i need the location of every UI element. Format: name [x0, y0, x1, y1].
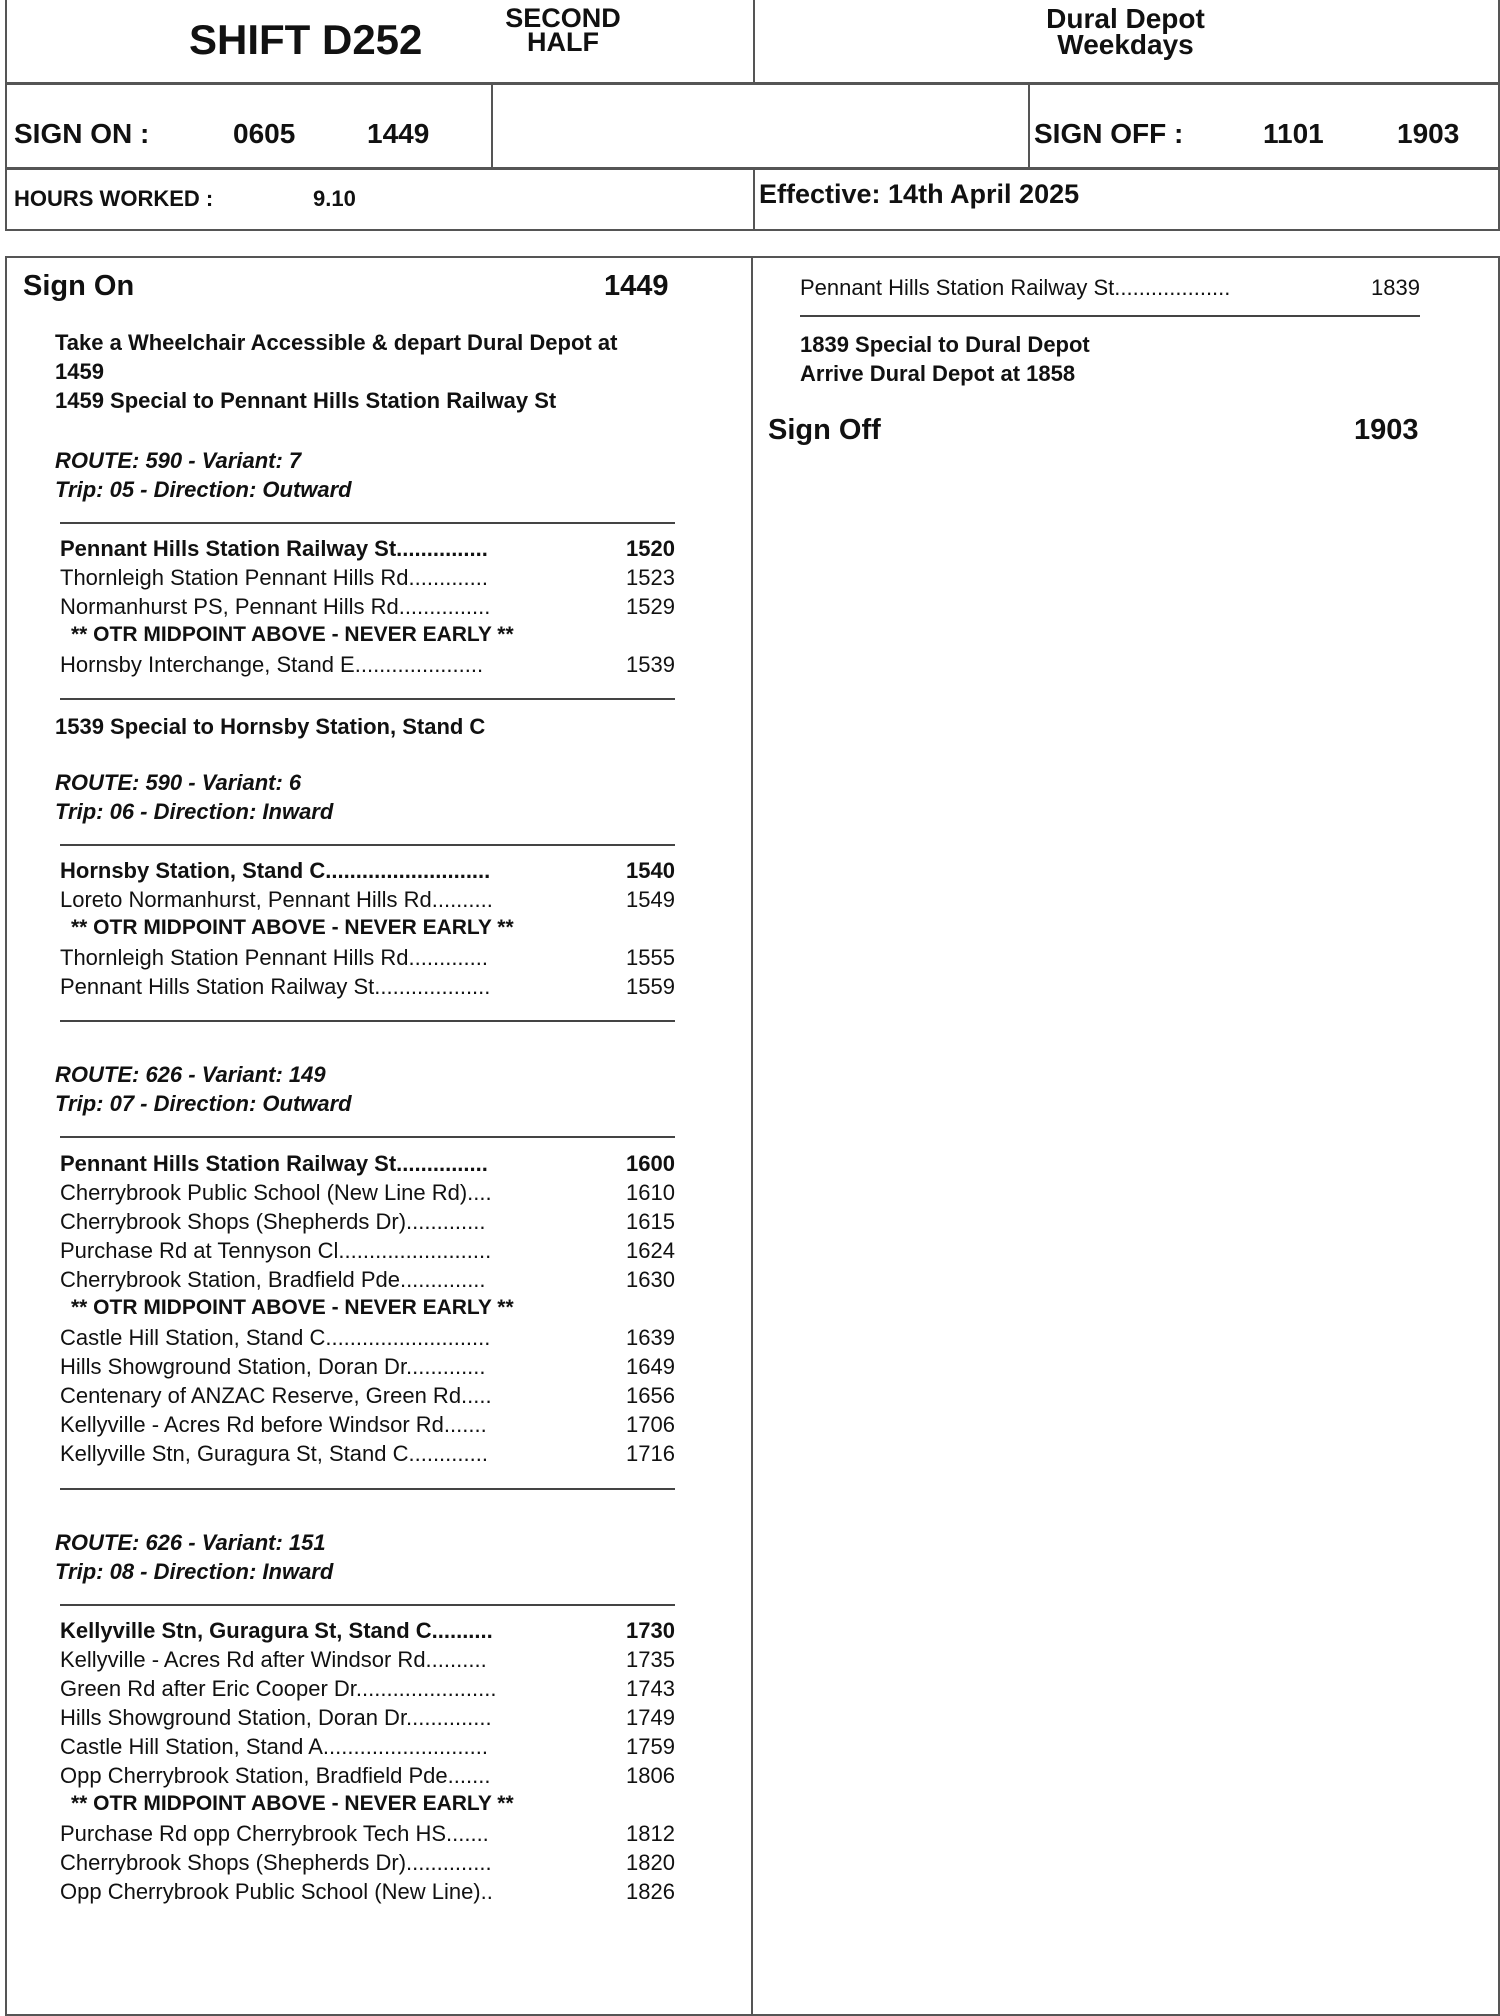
- hours-label: HOURS WORKED :: [14, 186, 214, 211]
- list-item: [60, 1705, 675, 1733]
- list-item: [60, 1763, 675, 1791]
- list-item: [60, 1151, 675, 1179]
- trip-label: Trip: 08 - Direction: Inward: [55, 1559, 334, 1584]
- stop-name: Pennant Hills Station Railway St...................: [800, 275, 1231, 300]
- half-line-1: SECOND: [505, 3, 621, 33]
- stop-time: 1559: [626, 974, 675, 999]
- list-item: [60, 594, 675, 622]
- list-item: [60, 1209, 675, 1237]
- half-line-2: HALF: [527, 27, 599, 57]
- stop-name: Cherrybrook Shops (Shepherds Dr).............: [60, 1209, 486, 1234]
- list-item: [60, 1267, 675, 1295]
- section-rule: [60, 1488, 675, 1490]
- stop-name: Hornsby Interchange, Stand E.....................: [60, 652, 484, 677]
- stop-time: 1743: [626, 1676, 675, 1701]
- sign-off-first: 1101: [1263, 118, 1324, 149]
- shift-title: SHIFT D252: [189, 16, 423, 63]
- section-rule: [800, 315, 1420, 317]
- stop-name: Kellyville - Acres Rd before Windsor Rd.......: [60, 1412, 487, 1437]
- route-label: ROUTE: 626 - Variant: 151: [55, 1530, 326, 1555]
- stop-name: Normanhurst PS, Pennant Hills Rd...............: [60, 594, 491, 619]
- header-title-row: [5, 0, 1500, 84]
- instruction-depart: Take a Wheelchair Accessible & depart Dural Depot at: [55, 330, 618, 355]
- left-panel: [5, 256, 753, 2016]
- section-rule: [60, 698, 675, 700]
- stop-name: Centenary of ANZAC Reserve, Green Rd.....: [60, 1383, 492, 1408]
- hours-value: 9.10: [313, 186, 356, 211]
- trip-label: Trip: 05 - Direction: Outward: [55, 477, 352, 502]
- route-label: ROUTE: 626 - Variant: 149: [55, 1062, 326, 1087]
- stop-name: Pennant Hills Station Railway St...............: [60, 536, 488, 561]
- stop-name: Castle Hill Station, Stand A...........................: [60, 1734, 488, 1759]
- stop-time: 1523: [626, 565, 675, 590]
- list-item: [60, 1238, 675, 1266]
- list-item: [60, 1441, 675, 1469]
- route-label: ROUTE: 590 - Variant: 7: [55, 448, 302, 473]
- stop-name: Opp Cherrybrook Public School (New Line)..: [60, 1879, 493, 1904]
- section-rule: [60, 1604, 675, 1606]
- depot-name: Dural Depot: [1046, 3, 1205, 34]
- list-item: [60, 1821, 675, 1849]
- stop-name: Cherrybrook Shops (Shepherds Dr)..............: [60, 1850, 492, 1875]
- stop-time: 1529: [626, 594, 675, 619]
- otr-midpoint-note: ** OTR MIDPOINT ABOVE - NEVER EARLY **: [71, 623, 514, 646]
- sign-off-label: SIGN OFF :: [1034, 118, 1184, 149]
- stop-time: 1520: [626, 536, 675, 561]
- list-item: [60, 1354, 675, 1382]
- trip-label: Trip: 07 - Direction: Outward: [55, 1091, 352, 1116]
- arrive-depot: Arrive Dural Depot at 1858: [800, 361, 1076, 386]
- half-label: [492, 3, 634, 57]
- stop-time: 1820: [626, 1850, 675, 1875]
- list-item: [60, 1412, 675, 1440]
- list-item: [60, 887, 675, 915]
- stop-time: 1839: [1371, 275, 1420, 300]
- stop-name: Kellyville Stn, Guragura St, Stand C..........: [60, 1618, 493, 1643]
- stop-time: 1826: [626, 1879, 675, 1904]
- list-item: [60, 1383, 675, 1411]
- stop-name: Kellyville Stn, Guragura St, Stand C.............: [60, 1441, 488, 1466]
- otr-midpoint-note: ** OTR MIDPOINT ABOVE - NEVER EARLY **: [71, 916, 514, 939]
- stop-time: 1615: [626, 1209, 675, 1234]
- stop-name: Purchase Rd at Tennyson Cl.........................: [60, 1238, 492, 1263]
- list-item: [60, 945, 675, 973]
- stop-time: 1759: [626, 1734, 675, 1759]
- stop-time: 1716: [626, 1441, 675, 1466]
- stop-time: 1735: [626, 1647, 675, 1672]
- stop-name: Pennant Hills Station Railway St...............: [60, 1151, 488, 1176]
- stop-time: 1812: [626, 1821, 675, 1846]
- list-item: [60, 565, 675, 593]
- list-item: [60, 1676, 675, 1704]
- stop-time: 1730: [626, 1618, 675, 1643]
- stop-name: Cherrybrook Public School (New Line Rd)....: [60, 1180, 492, 1205]
- stop-time: 1749: [626, 1705, 675, 1730]
- stop-time: 1624: [626, 1238, 675, 1263]
- stop-name: Hornsby Station, Stand C...........................: [60, 858, 491, 883]
- section-rule: [60, 1136, 675, 1138]
- stop-time: 1706: [626, 1412, 675, 1437]
- stop-time: 1649: [626, 1354, 675, 1379]
- list-item: [60, 974, 675, 1002]
- list-item: [60, 1325, 675, 1353]
- stop-time: 1549: [626, 887, 675, 912]
- stop-name: Hills Showground Station, Doran Dr.............: [60, 1354, 486, 1379]
- sign-off-time: 1903: [1354, 414, 1419, 446]
- stop-name: Hills Showground Station, Doran Dr..............: [60, 1705, 492, 1730]
- list-item: [60, 1734, 675, 1762]
- list-item: [60, 1850, 675, 1878]
- stop-name: Loreto Normanhurst, Pennant Hills Rd..........: [60, 887, 493, 912]
- effective-date: Effective: 14th April 2025: [759, 179, 1080, 209]
- special-to-depot: 1839 Special to Dural Depot: [800, 332, 1090, 357]
- stop-name: Pennant Hills Station Railway St...................: [60, 974, 491, 999]
- stop-name: Opp Cherrybrook Station, Bradfield Pde.......: [60, 1763, 491, 1788]
- row-divider-1: [491, 85, 493, 167]
- section-rule: [60, 1020, 675, 1022]
- trip-label: Trip: 06 - Direction: Inward: [55, 799, 334, 824]
- stop-time: 1600: [626, 1151, 675, 1176]
- sign-on-label: SIGN ON :: [14, 118, 150, 149]
- depot-info: [753, 3, 1498, 60]
- route-label: ROUTE: 590 - Variant: 6: [55, 770, 302, 795]
- otr-midpoint-note: ** OTR MIDPOINT ABOVE - NEVER EARLY **: [71, 1296, 514, 1319]
- list-item: [60, 858, 675, 886]
- sign-on-time: 1449: [604, 270, 669, 302]
- list-item: [800, 275, 1420, 303]
- list-item: [60, 1879, 675, 1907]
- list-item: [60, 1647, 675, 1675]
- stop-time: 1555: [626, 945, 675, 970]
- stop-name: Castle Hill Station, Stand C...........................: [60, 1325, 491, 1350]
- right-panel: [751, 256, 1500, 2016]
- row-divider-2: [1028, 85, 1030, 167]
- stop-name: Green Rd after Eric Cooper Dr.......................: [60, 1676, 497, 1701]
- list-item: [60, 1618, 675, 1646]
- section-rule: [60, 522, 675, 524]
- sign-off-second: 1903: [1397, 118, 1460, 149]
- sign-on-first: 0605: [233, 118, 296, 149]
- list-item: [60, 536, 675, 564]
- hours-divider: [753, 170, 755, 229]
- sign-on-second: 1449: [367, 118, 430, 149]
- sign-on-off-row: [5, 83, 1500, 169]
- stop-name: Cherrybrook Station, Bradfield Pde..............: [60, 1267, 486, 1292]
- list-item: [60, 1180, 675, 1208]
- instruction-depart-time: 1459: [55, 359, 104, 384]
- list-item: [60, 652, 675, 680]
- stop-name: Purchase Rd opp Cherrybrook Tech HS.......: [60, 1821, 489, 1846]
- stop-time: 1656: [626, 1383, 675, 1408]
- section-rule: [60, 844, 675, 846]
- stop-time: 1610: [626, 1180, 675, 1205]
- stop-time: 1630: [626, 1267, 675, 1292]
- stop-name: Thornleigh Station Pennant Hills Rd.............: [60, 565, 488, 590]
- stop-name: Kellyville - Acres Rd after Windsor Rd..........: [60, 1647, 487, 1672]
- stop-time: 1806: [626, 1763, 675, 1788]
- special-hornsby: 1539 Special to Hornsby Station, Stand C: [55, 714, 486, 739]
- stop-time: 1539: [626, 652, 675, 677]
- otr-midpoint-note: ** OTR MIDPOINT ABOVE - NEVER EARLY **: [71, 1792, 514, 1815]
- stop-name: Thornleigh Station Pennant Hills Rd.............: [60, 945, 488, 970]
- depot-days: Weekdays: [1057, 29, 1194, 60]
- instruction-special: 1459 Special to Pennant Hills Station Railway St: [55, 388, 557, 413]
- stop-time: 1639: [626, 1325, 675, 1350]
- stop-time: 1540: [626, 858, 675, 883]
- sign-on-heading: Sign On: [23, 270, 135, 302]
- hours-row: [5, 168, 1500, 231]
- sign-off-heading: Sign Off: [768, 414, 881, 446]
